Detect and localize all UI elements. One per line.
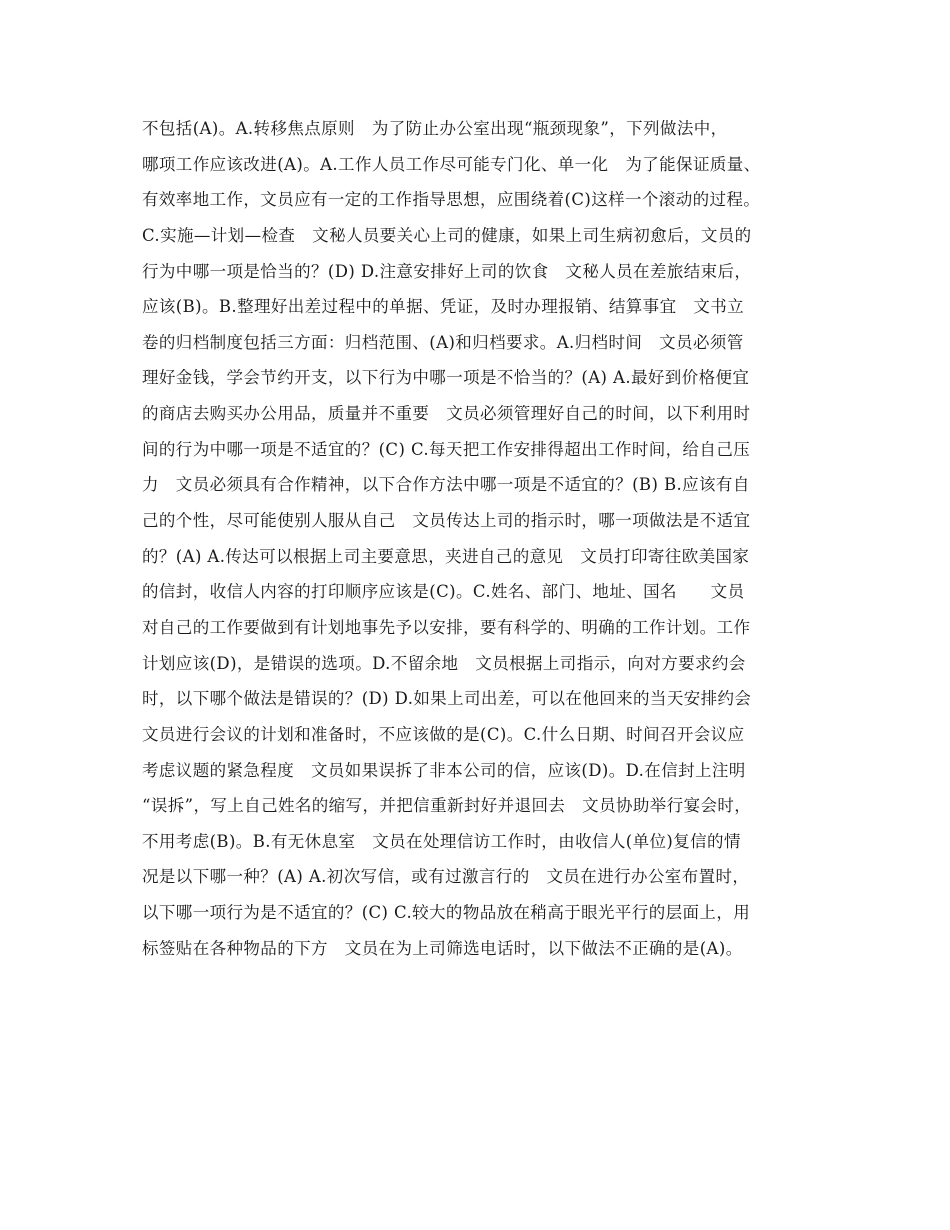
text-line: 不用考虑(B)。B.有无休息室 文员在处理信访工作时，由收信人(单位)复信的情 (142, 831, 741, 851)
text-line: 的信封，收信人内容的打印顺序应该是(C)。C.姓名、部门、地址、国名 文员 (142, 582, 745, 602)
text-line: 力 文员必须具有合作精神，以下合作方法中哪一项是不适宜的？(B) B.应该有自 (142, 475, 750, 495)
text-line: 理好金钱，学会节约开支，以下行为中哪一项是不恰当的？(A) A.最好到价格便宜 (142, 368, 750, 388)
text-line: 应该(B)。B.整理好出差过程中的单据、凭证，及时办理报销、结算事宜 文书立 (142, 297, 745, 317)
text-line: 己的个性，尽可能使别人服从自己 文员传达上司的指示时，哪一项做法是不适宜 (142, 511, 751, 531)
text-line: 对自己的工作要做到有计划地事先予以安排，要有科学的、明确的工作计划。工作 (142, 617, 751, 637)
text-line: 文员进行会议的计划和准备时，不应该做的是(C)。C.什么日期、时间召开会议应 (142, 724, 745, 744)
text-line: 不包括(A)。A.转移焦点原则 为了防止办公室出现“瓶颈现象”，下列做法中， (142, 119, 728, 138)
text-line: 标签贴在各种物品的下方 文员在为上司筛选电话时，以下做法不正确的是(A)。 (142, 938, 743, 958)
text-line: 计划应该(D)，是错误的选项。D.不留余地 文员根据上司指示，向对方要求约会 (142, 653, 746, 673)
text-line: 的？(A) A.传达可以根据上司主要意思，夹进自己的意见 文员打印寄往欧美国家 (142, 546, 750, 566)
text-line: “误拆”，写上自己姓名的缩写，并把信重新封好并退回去 文员协助举行宴会时， (142, 796, 752, 816)
text-line: 卷的归档制度包括三方面：归档范围、(A)和归档要求。A.归档时间 文员必须管 (142, 332, 744, 352)
text-line: 况是以下哪一种？(A) A.初次写信，或有过激言行的 文员在进行办公室布置时， (142, 867, 750, 887)
text-line: 有效率地工作，文员应有一定的工作指导思想，应围绕着(C)这样一个滚动的过程。 (142, 190, 761, 210)
text-line: 考虑议题的紧急程度 文员如果误拆了非本公司的信，应该(D)。D.在信封上注明 (142, 760, 746, 780)
text-line: C.实施—计划—检查 文秘人员要关心上司的健康，如果上司生病初愈后，文员的 (142, 225, 752, 245)
text-line: 时，以下哪个做法是错误的？(D) D.如果上司出差，可以在他回来的当天安排约会 (142, 689, 752, 709)
text-line: 哪项工作应该改进(A)。A.工作人员工作尽可能专门化、单一化 为了能保证质量、 (142, 154, 761, 174)
text-line: 间的行为中哪一项是不适宜的？(C) C.每天把工作安排得超出工作时间，给自己压 (142, 439, 751, 459)
body-text (142, 111, 832, 966)
text-line: 的商店去购买办公用品，质量并不重要 文员必须管理好自己的时间，以下利用时 (142, 404, 751, 424)
text-line: 行为中哪一项是恰当的？(D) D.注意安排好上司的饮食 文秘人员在差旅结束后， (142, 261, 752, 281)
text-line: 以下哪一项行为是不适宜的？(C) C.较大的物品放在稍高于眼光平行的层面上，用 (142, 903, 751, 923)
